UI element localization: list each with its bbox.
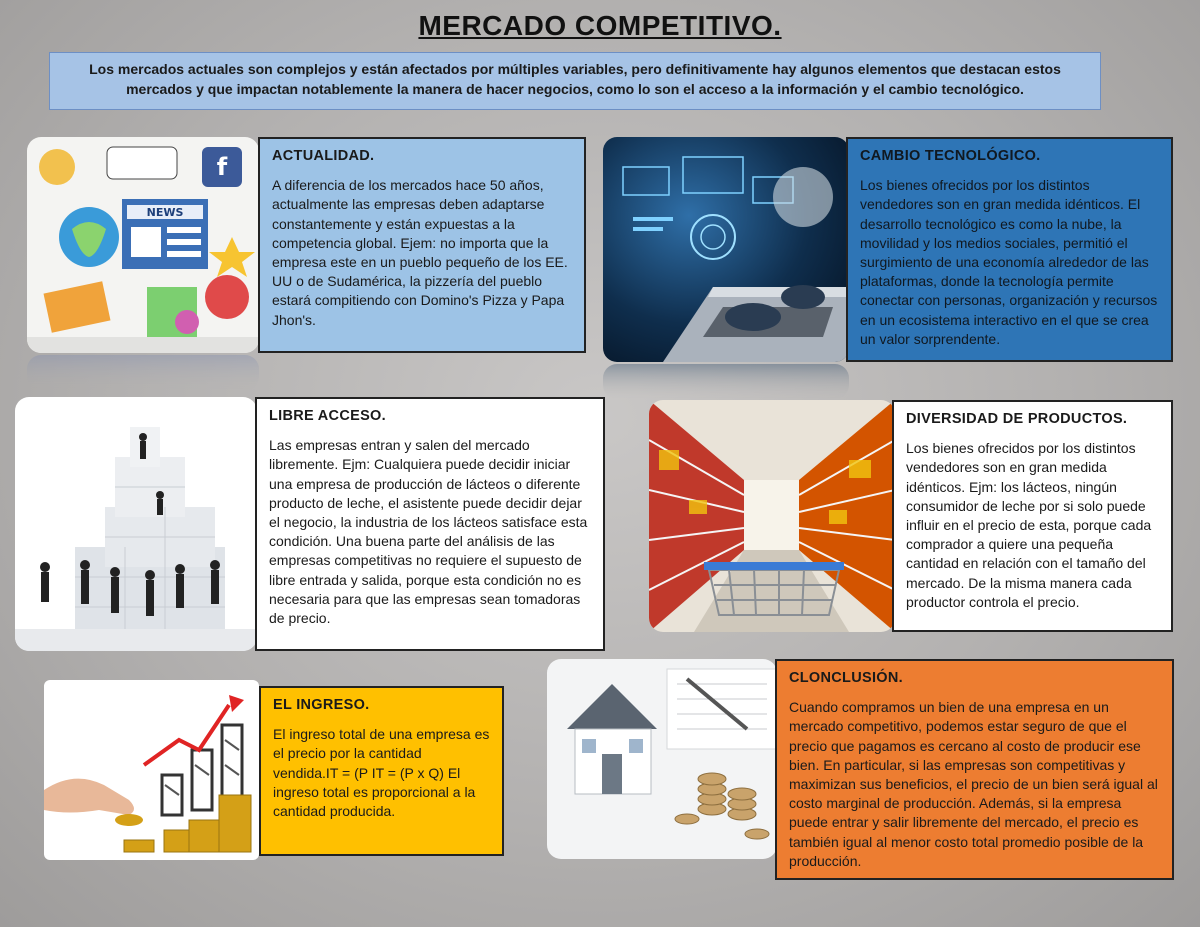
image-reflection bbox=[603, 364, 849, 399]
cambio-body: Los bienes ofrecidos por los distintos vendedores son en gran medida idénticos. El desarrollo tecnológico es como la nube, la movilidad y los medios sociales, permitió el surgimiento de una economía alrededor de las plataformas, donde la tecnología permite conectar con personas, organización y recursos en un ecosistema interactivo en el que se crea un valor sorprendente. bbox=[860, 177, 1158, 347]
ingreso-heading: EL INGRESO. bbox=[273, 697, 370, 713]
puzzle-business-people-icon bbox=[15, 397, 257, 651]
cambio-heading: CAMBIO TECNOLÓGICO. bbox=[860, 148, 1041, 164]
diversidad-body: Los bienes ofrecidos por los distintos vendedores son en gran medida idénticos. Ejm: los lácteos, ningún consumidor de leche por si solo puede influir en el precio de esta, porque cada comprador a quiere una pequeña cantidad en relación con el tamaño del mercado. De la misma manera cada productor controla el precio. bbox=[906, 440, 1152, 610]
coins-growth-chart-icon bbox=[44, 680, 259, 860]
supermarket-aisle-cart-icon bbox=[649, 400, 895, 632]
cambio-tecnologico-card bbox=[846, 137, 1173, 362]
diversidad-heading: DIVERSIDAD DE PRODUCTOS. bbox=[906, 411, 1128, 427]
ingreso-body: El ingreso total de una empresa es el precio por la cantidad vendida.IT = (P IT = (P x Q) El ingreso total es proporcional a la cantidad producida. bbox=[273, 726, 490, 820]
ingreso-card bbox=[259, 686, 504, 856]
laptop-technology-icon bbox=[603, 137, 849, 362]
actualidad-card bbox=[258, 137, 586, 353]
actualidad-heading: ACTUALIDAD. bbox=[272, 148, 375, 164]
conclusion-body: Cuando compramos un bien de una empresa en un mercado competitivo, podemos estar seguro de que el precio que pagamos es cercano al costo de producir ese bien. En particular, si las empresas son competitivas y maximizan sus beneficios, el precio de un bien será igual al costo marginal de producción. Además, si la empresa puede entrar y salir libremente del mercado, el precio es también igual al menor costo total promedio posible de la producción. bbox=[789, 699, 1158, 869]
news-label: NEWS bbox=[146, 206, 184, 219]
intro-box: Los mercados actuales son complejos y están afectados por múltiples variables, pero definitivamente hay algunos elementos que destacan estos mercados y que impactan notablemente la manera de hacer negocios, como lo son el acceso a la información y el cambio tecnológico. bbox=[49, 52, 1101, 110]
conclusion-card bbox=[775, 659, 1174, 880]
svg-text:f: f bbox=[216, 153, 228, 181]
libre-acceso-card bbox=[255, 397, 605, 651]
diversidad-card bbox=[892, 400, 1173, 632]
conclusion-heading: CLONCLUSIÓN. bbox=[789, 670, 903, 686]
libre-heading: LIBRE ACCESO. bbox=[269, 408, 386, 424]
page-title: MERCADO COMPETITIVO. bbox=[418, 10, 782, 41]
image-reflection bbox=[27, 355, 259, 390]
house-coins-icon bbox=[547, 659, 777, 859]
actualidad-body: A diferencia de los mercados hace 50 años, actualmente las empresas deben adaptarse constantemente y están expuestas a la competencia global. Ejem: no importa que la empresa este en un pueblo pequeño de los EE. UU o de Sudamérica, la pizzería del pueblo estará compitiendo con Domino's Pizza y Papa Jhon's. bbox=[272, 177, 568, 328]
social-media-collage-icon bbox=[27, 137, 259, 353]
libre-body: Las empresas entran y salen del mercado libremente. Ejm: Cualquiera puede decidir iniciar una empresa de producción de lácteos o diferente producto de leche, el asistente puede decidir dejar el negocio, la industria de los lácteos satisface esta condición. Una buena parte del análisis de las empresas competitivas no requiere el supuesto de libre entrada y salida, porque esta condición no es necesaria para que las empresas sean tomadoras de precio. bbox=[269, 437, 588, 627]
